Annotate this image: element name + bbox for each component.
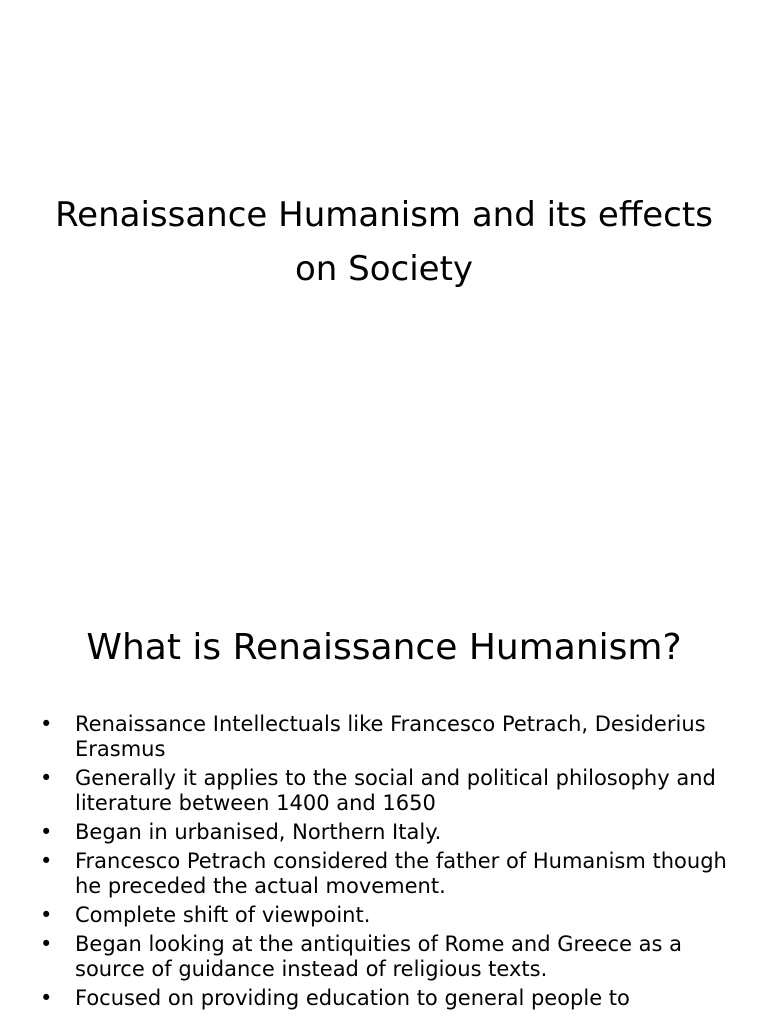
bullet-item [38,820,738,845]
bullet-text: Complete shift of viewpoint. [75,903,371,927]
bullet-text: Began in urbanised, Northern Italy. [75,820,442,844]
bullet-item [38,903,738,928]
bullet-item [38,932,738,982]
bullet-dot-icon: • [40,820,53,844]
slide-title: Renaissance Humanism and its effects on Society [55,195,713,289]
bullet-text: Renaissance Intellectuals like Francesco Petrach, Desiderius Erasmus [75,712,706,761]
content-slide [0,576,768,1024]
bullet-dot-icon: • [40,932,53,956]
bullet-dot-icon: • [40,986,53,1010]
bullet-text: Francesco Petrach considered the father of Humanism though he preceded the actual movement. [75,849,727,898]
bullet-item [38,766,738,816]
bullet-item [38,986,738,1011]
bullet-text: Generally it applies to the social and political philosophy and literature between 1400 and 1650 [75,766,716,815]
bullet-dot-icon: • [40,712,53,736]
bullet-item [38,712,738,762]
bullet-text: Began looking at the antiquities of Rome and Greece as a source of guidance instead of religious texts. [75,932,683,981]
bullet-dot-icon: • [40,849,53,873]
slide-heading: What is Renaissance Humanism? [86,627,682,668]
bullet-dot-icon: • [40,903,53,927]
bullet-item [38,849,738,899]
bullet-list [38,712,738,1015]
bullet-dot-icon: • [40,766,53,790]
bullet-text: Focused on providing education to general people to [75,986,630,1010]
